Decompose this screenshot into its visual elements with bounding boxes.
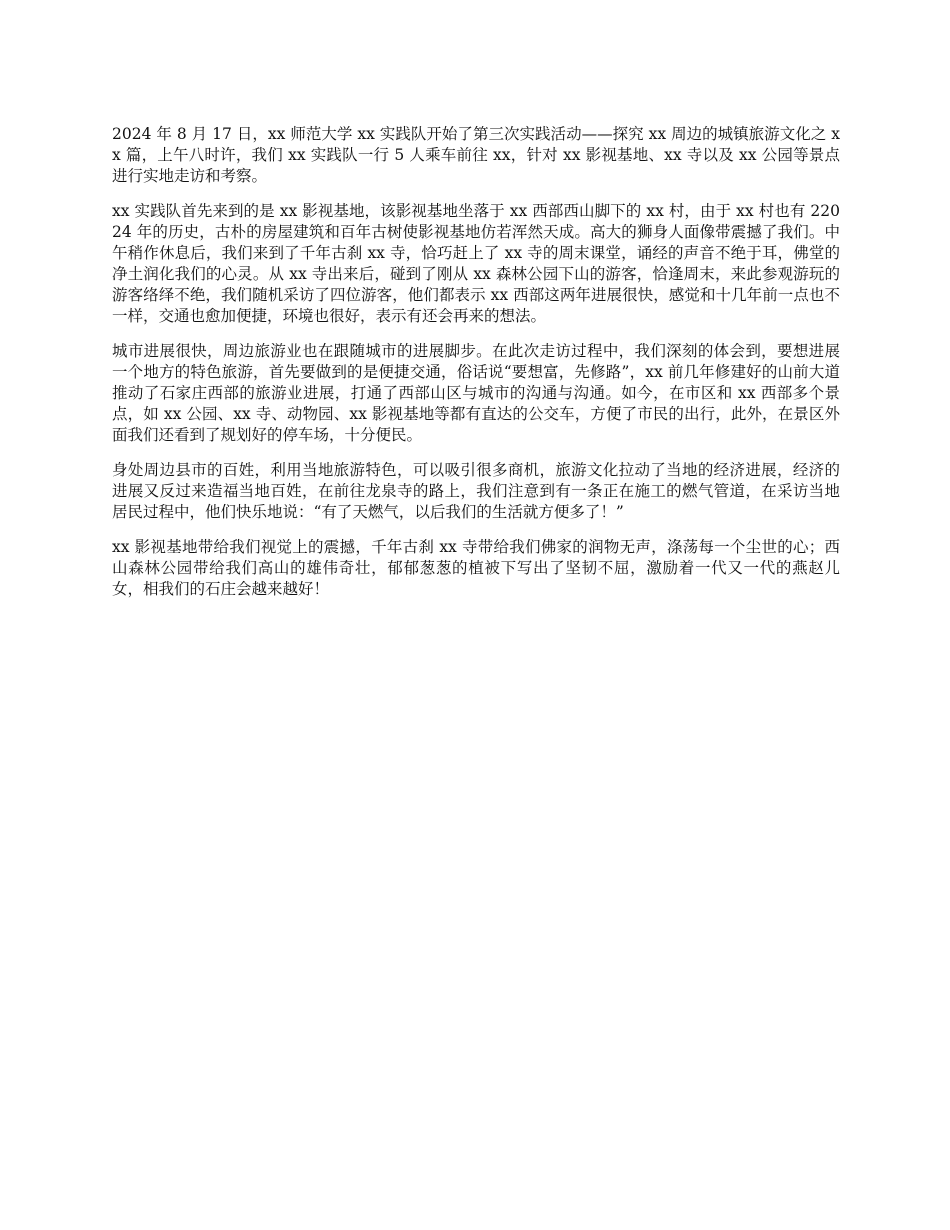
document-body bbox=[112, 124, 840, 614]
paragraph-4: 身处周边县市的百姓，利用当地旅游特色，可以吸引很多商机，旅游文化拉动了当地的经济进展，经济的进展又反过来造福当地百姓，在前往龙泉寺的路上，我们注意到有一条正在施工的燃气管道，在采访当地居民过程中，他们快乐地说：“有了天燃气，以后我们的生活就方便多了！” bbox=[112, 461, 840, 521]
paragraph-2: xx 实践队首先来到的是 xx 影视基地，该影视基地坐落于 xx 西部西山脚下的 xx 村，由于 xx 村也有 22024 年的历史，古朴的房屋建筑和百年古树使影视基地仿若浑然天成。高大的狮身人面像带震撼了我们。中午稍作休息后，我们来到了千年古刹 xx 寺，恰巧赶上了 xx 寺的周末课堂，诵经的声音不绝于耳，佛堂的净土润化我们的心灵。从 xx 寺出来后，碰到了刚从 xx 森林公园下山的游客，恰逢周末，来此参观游玩的游客络绎不绝，我们随机采访了四位游客，他们都表示 xx 西部这两年进展很快，感觉和十几年前一点也不一样，交通也愈加便捷，环境也很好，表示有还会再来的想法。 bbox=[112, 202, 840, 325]
paragraph-5: xx 影视基地带给我们视觉上的震撼，千年古刹 xx 寺带给我们佛家的润物无声，涤荡每一个尘世的心；西山森林公园带给我们高山的雄伟奇壮，郁郁葱葱的植被下写出了坚韧不屈，激励着一代又一代的燕赵儿女，相我们的石庄会越来越好！ bbox=[112, 538, 840, 598]
paragraph-1: 2024 年 8 月 17 日，xx 师范大学 xx 实践队开始了第三次实践活动——探究 xx 周边的城镇旅游文化之 xx 篇，上午八时许，我们 xx 实践队一行 5 人乘车前往 xx，针对 xx 影视基地、xx 寺以及 xx 公园等景点进行实地走访和考察。 bbox=[112, 125, 840, 185]
paragraph-3: 城市进展很快，周边旅游业也在跟随城市的进展脚步。在此次走访过程中，我们深刻的体会到，要想进展一个地方的特色旅游，首先要做到的是便捷交通，俗话说“要想富，先修路”，xx 前几年修建好的山前大道推动了石家庄西部的旅游业进展，打通了西部山区与城市的沟通与沟通。如今，在市区和 xx 西部多个景点，如 xx 公园、xx 寺、动物园、xx 影视基地等都有直达的公交车，方便了市民的出行，此外，在景区外面我们还看到了规划好的停车场，十分便民。 bbox=[112, 342, 840, 444]
